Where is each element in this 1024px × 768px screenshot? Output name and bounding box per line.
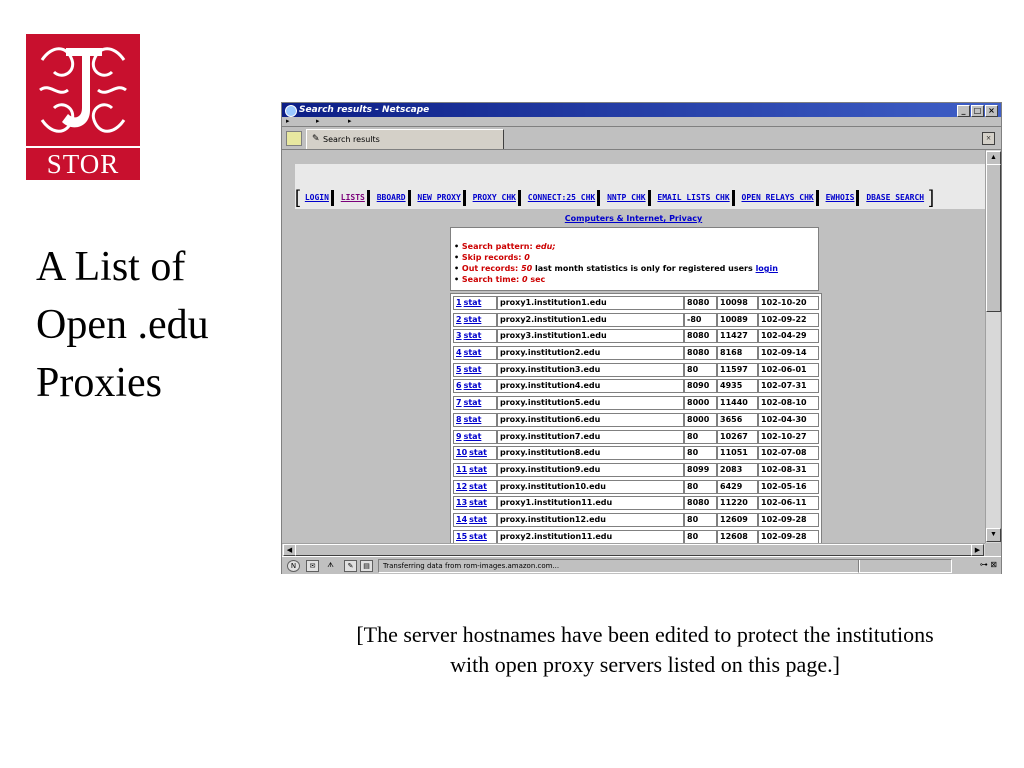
nav-separator bbox=[816, 190, 819, 206]
hostname-cell: proxy.institution10.edu bbox=[497, 480, 684, 494]
logo-text: STOR bbox=[26, 146, 140, 178]
row-number-cell bbox=[453, 379, 497, 393]
stat-link[interactable]: stat bbox=[469, 514, 487, 524]
row-number-link[interactable]: 3 bbox=[456, 331, 462, 341]
nav-separator bbox=[331, 190, 334, 206]
vertical-scrollbar[interactable] bbox=[985, 150, 1000, 543]
port-cell: 8000 bbox=[684, 413, 717, 427]
connection-icon: ⊶ ⊠ bbox=[979, 560, 997, 569]
port-cell: 8080 bbox=[684, 296, 717, 310]
navigator-icon[interactable]: N bbox=[287, 560, 300, 572]
id-cell: 10089 bbox=[717, 313, 758, 327]
row-number-cell bbox=[453, 346, 497, 360]
nav-menu bbox=[295, 184, 934, 206]
stat-link[interactable]: stat bbox=[463, 398, 482, 408]
scroll-down-icon[interactable]: ▼ bbox=[986, 528, 1001, 542]
nav-proxy-chk[interactable]: PROXY CHK bbox=[472, 193, 516, 202]
date-cell: 102-04-29 bbox=[758, 329, 819, 343]
nav-separator bbox=[732, 190, 735, 206]
hostname-cell: proxy.institution3.edu bbox=[497, 363, 684, 377]
row-number-link[interactable]: 9 bbox=[456, 431, 462, 441]
date-cell: 102-09-22 bbox=[758, 313, 819, 327]
hostname-cell: proxy2.institution1.edu bbox=[497, 313, 684, 327]
scroll-right-icon[interactable]: ▶ bbox=[971, 544, 984, 556]
scroll-up-icon[interactable]: ▲ bbox=[986, 151, 1001, 165]
out-records-label: Out records: bbox=[461, 264, 519, 273]
row-number-cell bbox=[453, 363, 497, 377]
port-cell: 80 bbox=[684, 513, 717, 527]
category-link[interactable]: Computers & Internet, Privacy bbox=[564, 214, 703, 223]
row-number-cell bbox=[453, 446, 497, 460]
id-cell: 3656 bbox=[717, 413, 758, 427]
out-records-value: 50 bbox=[521, 264, 533, 273]
out-records-line: • Out records: 50 last month statistics is only for registered users login bbox=[454, 264, 778, 273]
nav-bracket-left: [ bbox=[295, 187, 301, 207]
row-number-link[interactable]: 2 bbox=[456, 314, 462, 324]
page-content bbox=[282, 150, 985, 543]
toolbar-grip-icon[interactable]: ▸ bbox=[316, 117, 320, 125]
nav-separator bbox=[463, 190, 466, 206]
search-time-label: Search time: bbox=[461, 275, 520, 284]
row-number-cell bbox=[453, 296, 497, 310]
date-cell: 102-09-14 bbox=[758, 346, 819, 360]
row-number-link[interactable]: 10 bbox=[456, 448, 468, 458]
table-row bbox=[451, 361, 821, 378]
table-row bbox=[451, 444, 821, 461]
stat-link[interactable]: stat bbox=[463, 314, 482, 324]
hostname-cell: proxy.institution9.edu bbox=[497, 463, 684, 477]
close-tab-icon[interactable]: × bbox=[982, 132, 995, 145]
nav-band bbox=[295, 164, 985, 209]
row-number-cell bbox=[453, 313, 497, 327]
date-cell: 102-08-10 bbox=[758, 396, 819, 410]
date-cell: 102-05-16 bbox=[758, 480, 819, 494]
scrollbar-corner bbox=[985, 543, 1000, 556]
row-number-cell bbox=[453, 480, 497, 494]
mail-icon[interactable]: ✉ bbox=[306, 560, 319, 572]
date-cell: 102-07-08 bbox=[758, 446, 819, 460]
tab-label: Search results bbox=[323, 135, 380, 144]
id-cell: 6429 bbox=[717, 480, 758, 494]
address-book-icon[interactable]: ▤ bbox=[360, 560, 373, 572]
browser-window bbox=[281, 102, 1002, 574]
hostname-cell: proxy.institution2.edu bbox=[497, 346, 684, 360]
tab-bar bbox=[282, 127, 1001, 150]
search-info-box bbox=[450, 227, 819, 291]
table-row bbox=[451, 494, 821, 511]
nav-separator bbox=[648, 190, 651, 206]
id-cell: 10098 bbox=[717, 296, 758, 310]
table-row bbox=[451, 311, 821, 328]
row-number-cell bbox=[453, 496, 497, 510]
port-cell: 80 bbox=[684, 363, 717, 377]
horizontal-scroll-thumb[interactable] bbox=[295, 544, 973, 556]
title-bar[interactable] bbox=[282, 103, 1001, 117]
stat-link[interactable]: stat bbox=[469, 498, 487, 508]
stat-link[interactable]: stat bbox=[469, 464, 487, 474]
table-row bbox=[451, 461, 821, 478]
row-number-link[interactable]: 1 bbox=[456, 298, 462, 307]
stat-link[interactable]: stat bbox=[469, 448, 487, 458]
horizontal-scrollbar[interactable] bbox=[282, 543, 985, 556]
port-cell: 80 bbox=[684, 430, 717, 444]
skip-records-value: 0 bbox=[524, 253, 530, 262]
hostname-cell: proxy.institution4.edu bbox=[497, 379, 684, 393]
nav-login[interactable]: LOGIN bbox=[304, 193, 329, 202]
id-cell: 11427 bbox=[717, 329, 758, 343]
table-row bbox=[451, 478, 821, 495]
composer-icon[interactable]: ✎ bbox=[344, 560, 357, 572]
table-row bbox=[451, 377, 821, 394]
nav-nntp-chk[interactable]: NNTP CHK bbox=[607, 193, 646, 202]
nav-new-proxy[interactable]: NEW PROXY bbox=[417, 193, 461, 202]
row-number-cell bbox=[453, 430, 497, 444]
progress-field bbox=[858, 559, 952, 573]
row-number-link[interactable]: 12 bbox=[456, 481, 468, 491]
id-cell: 12608 bbox=[717, 530, 758, 543]
row-number-cell bbox=[453, 329, 497, 343]
nav-bracket-right: ] bbox=[928, 187, 934, 207]
date-cell: 102-10-27 bbox=[758, 430, 819, 444]
date-cell: 102-06-01 bbox=[758, 363, 819, 377]
row-number-cell bbox=[453, 463, 497, 477]
search-time-value: 0 bbox=[521, 275, 528, 284]
table-row bbox=[451, 394, 821, 411]
id-cell: 11051 bbox=[717, 446, 758, 460]
stat-link[interactable]: stat bbox=[463, 348, 482, 358]
id-cell: 12609 bbox=[717, 513, 758, 527]
netscape-icon bbox=[285, 105, 297, 117]
port-cell: 8080 bbox=[684, 346, 717, 360]
stat-link[interactable]: stat bbox=[463, 364, 482, 374]
table-row bbox=[451, 528, 821, 543]
hostname-cell: proxy1.institution11.edu bbox=[497, 496, 684, 510]
id-cell: 8168 bbox=[717, 346, 758, 360]
window-title: Search results - Netscape bbox=[299, 105, 430, 115]
port-cell: 80 bbox=[684, 480, 717, 494]
caption-line: with open proxy servers listed on this page.] bbox=[450, 652, 840, 677]
row-number-cell bbox=[453, 396, 497, 410]
table-row bbox=[451, 344, 821, 361]
scroll-left-icon[interactable]: ◀ bbox=[283, 544, 296, 556]
table-row bbox=[451, 411, 821, 428]
status-text: Transferring data from rom-images.amazon.com... bbox=[378, 559, 860, 573]
title-line: Proxies bbox=[36, 360, 162, 406]
hostname-cell: proxy.institution5.edu bbox=[497, 396, 684, 410]
close-button[interactable]: × bbox=[985, 105, 998, 117]
stat-link[interactable]: stat bbox=[463, 298, 482, 307]
row-number-link[interactable]: 7 bbox=[456, 398, 462, 408]
bookmark-icon: ✎ bbox=[312, 134, 320, 144]
nav-bboard[interactable]: BBOARD bbox=[376, 193, 406, 202]
hostname-cell: proxy1.institution1.edu bbox=[497, 296, 684, 310]
status-bar bbox=[282, 556, 1001, 574]
port-cell: 8080 bbox=[684, 496, 717, 510]
stat-link[interactable]: stat bbox=[463, 414, 482, 424]
row-number-link[interactable]: 13 bbox=[456, 498, 468, 508]
maximize-button[interactable]: □ bbox=[971, 105, 984, 117]
hostname-cell: proxy.institution12.edu bbox=[497, 513, 684, 527]
row-number-cell bbox=[453, 513, 497, 527]
date-cell: 102-08-31 bbox=[758, 463, 819, 477]
login-link[interactable]: login bbox=[755, 264, 778, 273]
stats-note: last month statistics is only for registered users bbox=[535, 264, 753, 273]
stat-link[interactable]: stat bbox=[463, 381, 482, 391]
row-number-cell bbox=[453, 530, 497, 543]
nav-dbase-search[interactable]: DBASE SEARCH bbox=[866, 193, 925, 202]
row-number-link[interactable]: 15 bbox=[456, 531, 468, 541]
aim-icon[interactable]: ᗑ bbox=[327, 561, 334, 569]
scroll-thumb[interactable] bbox=[986, 164, 1001, 312]
search-time-line: • Search time: 0 sec bbox=[454, 275, 546, 284]
nav-separator bbox=[367, 190, 370, 206]
row-number-link[interactable]: 14 bbox=[456, 514, 468, 524]
nav-email-lists-chk[interactable]: EMAIL LISTS CHK bbox=[657, 193, 730, 202]
id-cell: 11440 bbox=[717, 396, 758, 410]
search-time-unit: sec bbox=[530, 275, 546, 284]
search-pattern-label: Search pattern: bbox=[461, 242, 533, 251]
id-cell: 4935 bbox=[717, 379, 758, 393]
table-row bbox=[451, 428, 821, 445]
jstor-logo bbox=[26, 34, 140, 180]
id-cell: 2083 bbox=[717, 463, 758, 477]
search-pattern-line: • Search pattern: edu; bbox=[454, 242, 556, 251]
date-cell: 102-09-28 bbox=[758, 513, 819, 527]
port-cell: 8000 bbox=[684, 396, 717, 410]
collapsed-toolbar[interactable] bbox=[282, 117, 1001, 127]
nav-separator bbox=[408, 190, 411, 206]
row-number-link[interactable]: 6 bbox=[456, 381, 462, 391]
port-cell: 8090 bbox=[684, 379, 717, 393]
row-number-link[interactable]: 4 bbox=[456, 348, 462, 358]
id-cell: 11597 bbox=[717, 363, 758, 377]
new-tab-icon[interactable] bbox=[286, 131, 302, 146]
port-cell: 8080 bbox=[684, 329, 717, 343]
table-row bbox=[451, 511, 821, 528]
hostname-cell: proxy.institution7.edu bbox=[497, 430, 684, 444]
row-number-link[interactable]: 8 bbox=[456, 414, 462, 424]
port-cell: 8099 bbox=[684, 463, 717, 477]
search-pattern-value: edu; bbox=[535, 242, 556, 251]
port-cell: 80 bbox=[684, 530, 717, 543]
table-row bbox=[451, 327, 821, 344]
skip-records-line: • Skip records: 0 bbox=[454, 253, 530, 262]
toolbar-grip-icon[interactable]: ▸ bbox=[286, 117, 290, 125]
port-cell: -80 bbox=[684, 313, 717, 327]
date-cell: 102-07-31 bbox=[758, 379, 819, 393]
results-table bbox=[450, 293, 822, 543]
nav-separator bbox=[518, 190, 521, 206]
id-cell: 11220 bbox=[717, 496, 758, 510]
hostname-cell: proxy.institution8.edu bbox=[497, 446, 684, 460]
nav-ewhois[interactable]: EWHOIS bbox=[825, 193, 855, 202]
nav-connect-chk[interactable]: CONNECT:25 CHK bbox=[527, 193, 596, 202]
nav-open-relays-chk[interactable]: OPEN RELAYS CHK bbox=[741, 193, 814, 202]
date-cell: 102-04-30 bbox=[758, 413, 819, 427]
title-line: Open .edu bbox=[36, 302, 209, 348]
date-cell: 102-06-11 bbox=[758, 496, 819, 510]
port-cell: 80 bbox=[684, 446, 717, 460]
minimize-button[interactable]: _ bbox=[957, 105, 970, 117]
nav-lists[interactable]: LISTS bbox=[340, 193, 365, 202]
date-cell: 102-10-20 bbox=[758, 296, 819, 310]
toolbar-grip-icon[interactable]: ▸ bbox=[348, 117, 352, 125]
stat-link[interactable]: stat bbox=[463, 431, 482, 441]
id-cell: 10267 bbox=[717, 430, 758, 444]
slide-caption bbox=[290, 620, 1000, 680]
hostname-cell: proxy3.institution1.edu bbox=[497, 329, 684, 343]
stat-link[interactable]: stat bbox=[469, 481, 487, 491]
caption-line: [The server hostnames have been edited to protect the institutions bbox=[356, 622, 934, 647]
title-line: A List of bbox=[36, 244, 186, 290]
hostname-cell: proxy.institution6.edu bbox=[497, 413, 684, 427]
date-cell: 102-09-28 bbox=[758, 530, 819, 543]
jstor-ornament-icon bbox=[32, 40, 134, 142]
table-row bbox=[451, 294, 821, 311]
row-number-cell bbox=[453, 413, 497, 427]
skip-records-label: Skip records: bbox=[461, 253, 522, 262]
slide-title bbox=[36, 238, 266, 412]
row-number-link[interactable]: 5 bbox=[456, 364, 462, 374]
row-number-link[interactable]: 11 bbox=[456, 464, 468, 474]
nav-separator bbox=[597, 190, 600, 206]
nav-separator bbox=[856, 190, 859, 206]
hostname-cell: proxy2.institution11.edu bbox=[497, 530, 684, 543]
tab-search-results[interactable] bbox=[306, 129, 504, 149]
stat-link[interactable]: stat bbox=[463, 331, 482, 341]
stat-link[interactable]: stat bbox=[469, 531, 487, 541]
